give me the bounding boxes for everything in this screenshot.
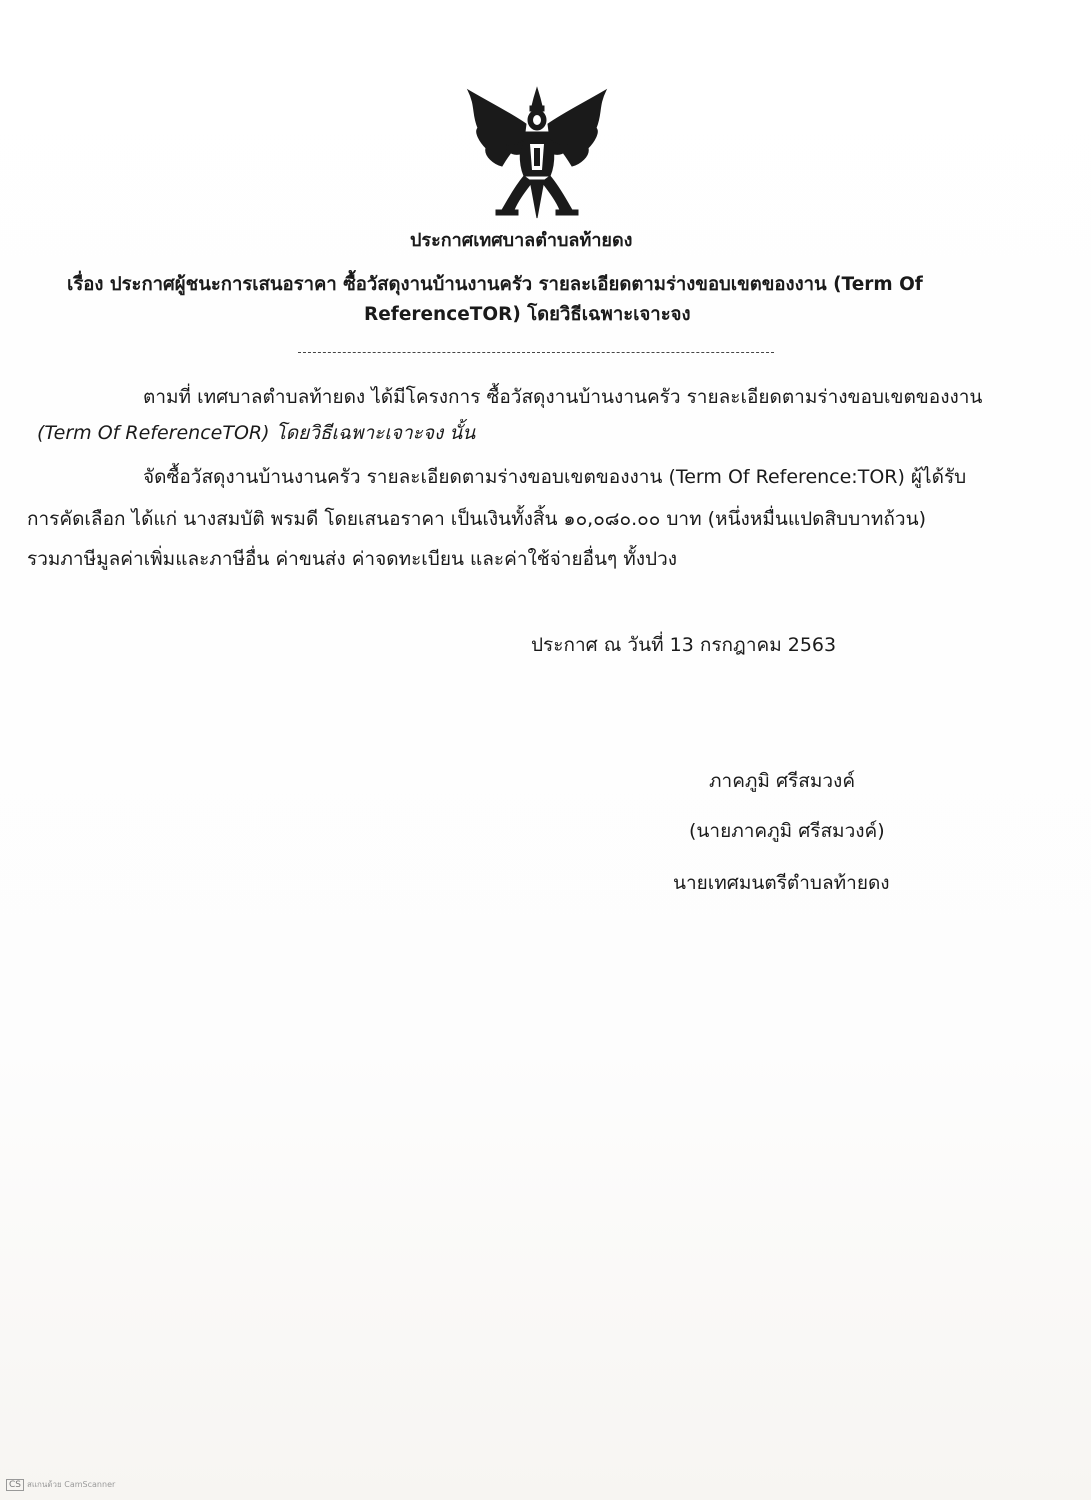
paragraph-1-line-1: ตามที่ เทศบาลตำบลท้ายดง ได้มีโครงการ ซื้อวัสดุงานบ้านงานครัว รายละเอียดตามร่างขอบเขตของงาน — [143, 386, 983, 408]
paragraph-2-line-1: จัดซื้อวัสดุงานบ้านงานครัว รายละเอียดตามร่างขอบเขตของงาน (Term Of Reference:TOR) ผู้ได้รับ — [143, 466, 967, 488]
paragraph-1-line-2: (Term Of ReferenceTOR) โดยวิธีเฉพาะเจาะจง นั้น — [37, 422, 476, 444]
garuda-emblem-icon — [462, 84, 612, 222]
scanner-text: สแกนด้วย CamScanner — [27, 1480, 116, 1489]
divider-line — [298, 352, 774, 353]
signer-position: นายเทศมนตรีตำบลท้ายดง — [673, 872, 890, 894]
scanner-watermark — [6, 1478, 115, 1491]
printed-name: (นายภาคภูมิ ศรีสมวงค์) — [689, 820, 885, 842]
signature-name: ภาคภูมิ ศรีสมวงค์ — [709, 770, 856, 792]
scanner-badge: CS — [6, 1479, 24, 1491]
paragraph-2-line-3: รวมภาษีมูลค่าเพิ่มและภาษีอื่น ค่าขนส่ง ค่าจดทะเบียน และค่าใช้จ่ายอื่นๆ ทั้งปวง — [27, 548, 678, 570]
paragraph-2-line-2: การคัดเลือก ได้แก่ นางสมบัติ พรมดี โดยเสนอราคา เป็นเงินทั้งสิ้น ๑๐,๐๘๐.๐๐ บาท (หนึ่งหมื่นแปดสิบบาทถ้วน) — [27, 508, 927, 530]
announcement-date: ประกาศ ณ วันที่ 13 กรกฎาคม 2563 — [531, 634, 837, 656]
subject-line-2: ReferenceTOR) โดยวิธีเฉพาะเจาะจง — [364, 304, 691, 325]
subject-line-1: เรื่อง ประกาศผู้ชนะการเสนอราคา ซื้อวัสดุงานบ้านงานครัว รายละเอียดตามร่างขอบเขตของงาน (Term Of — [67, 274, 923, 295]
announcement-title: ประกาศเทศบาลตำบลท้ายดง — [410, 230, 633, 251]
